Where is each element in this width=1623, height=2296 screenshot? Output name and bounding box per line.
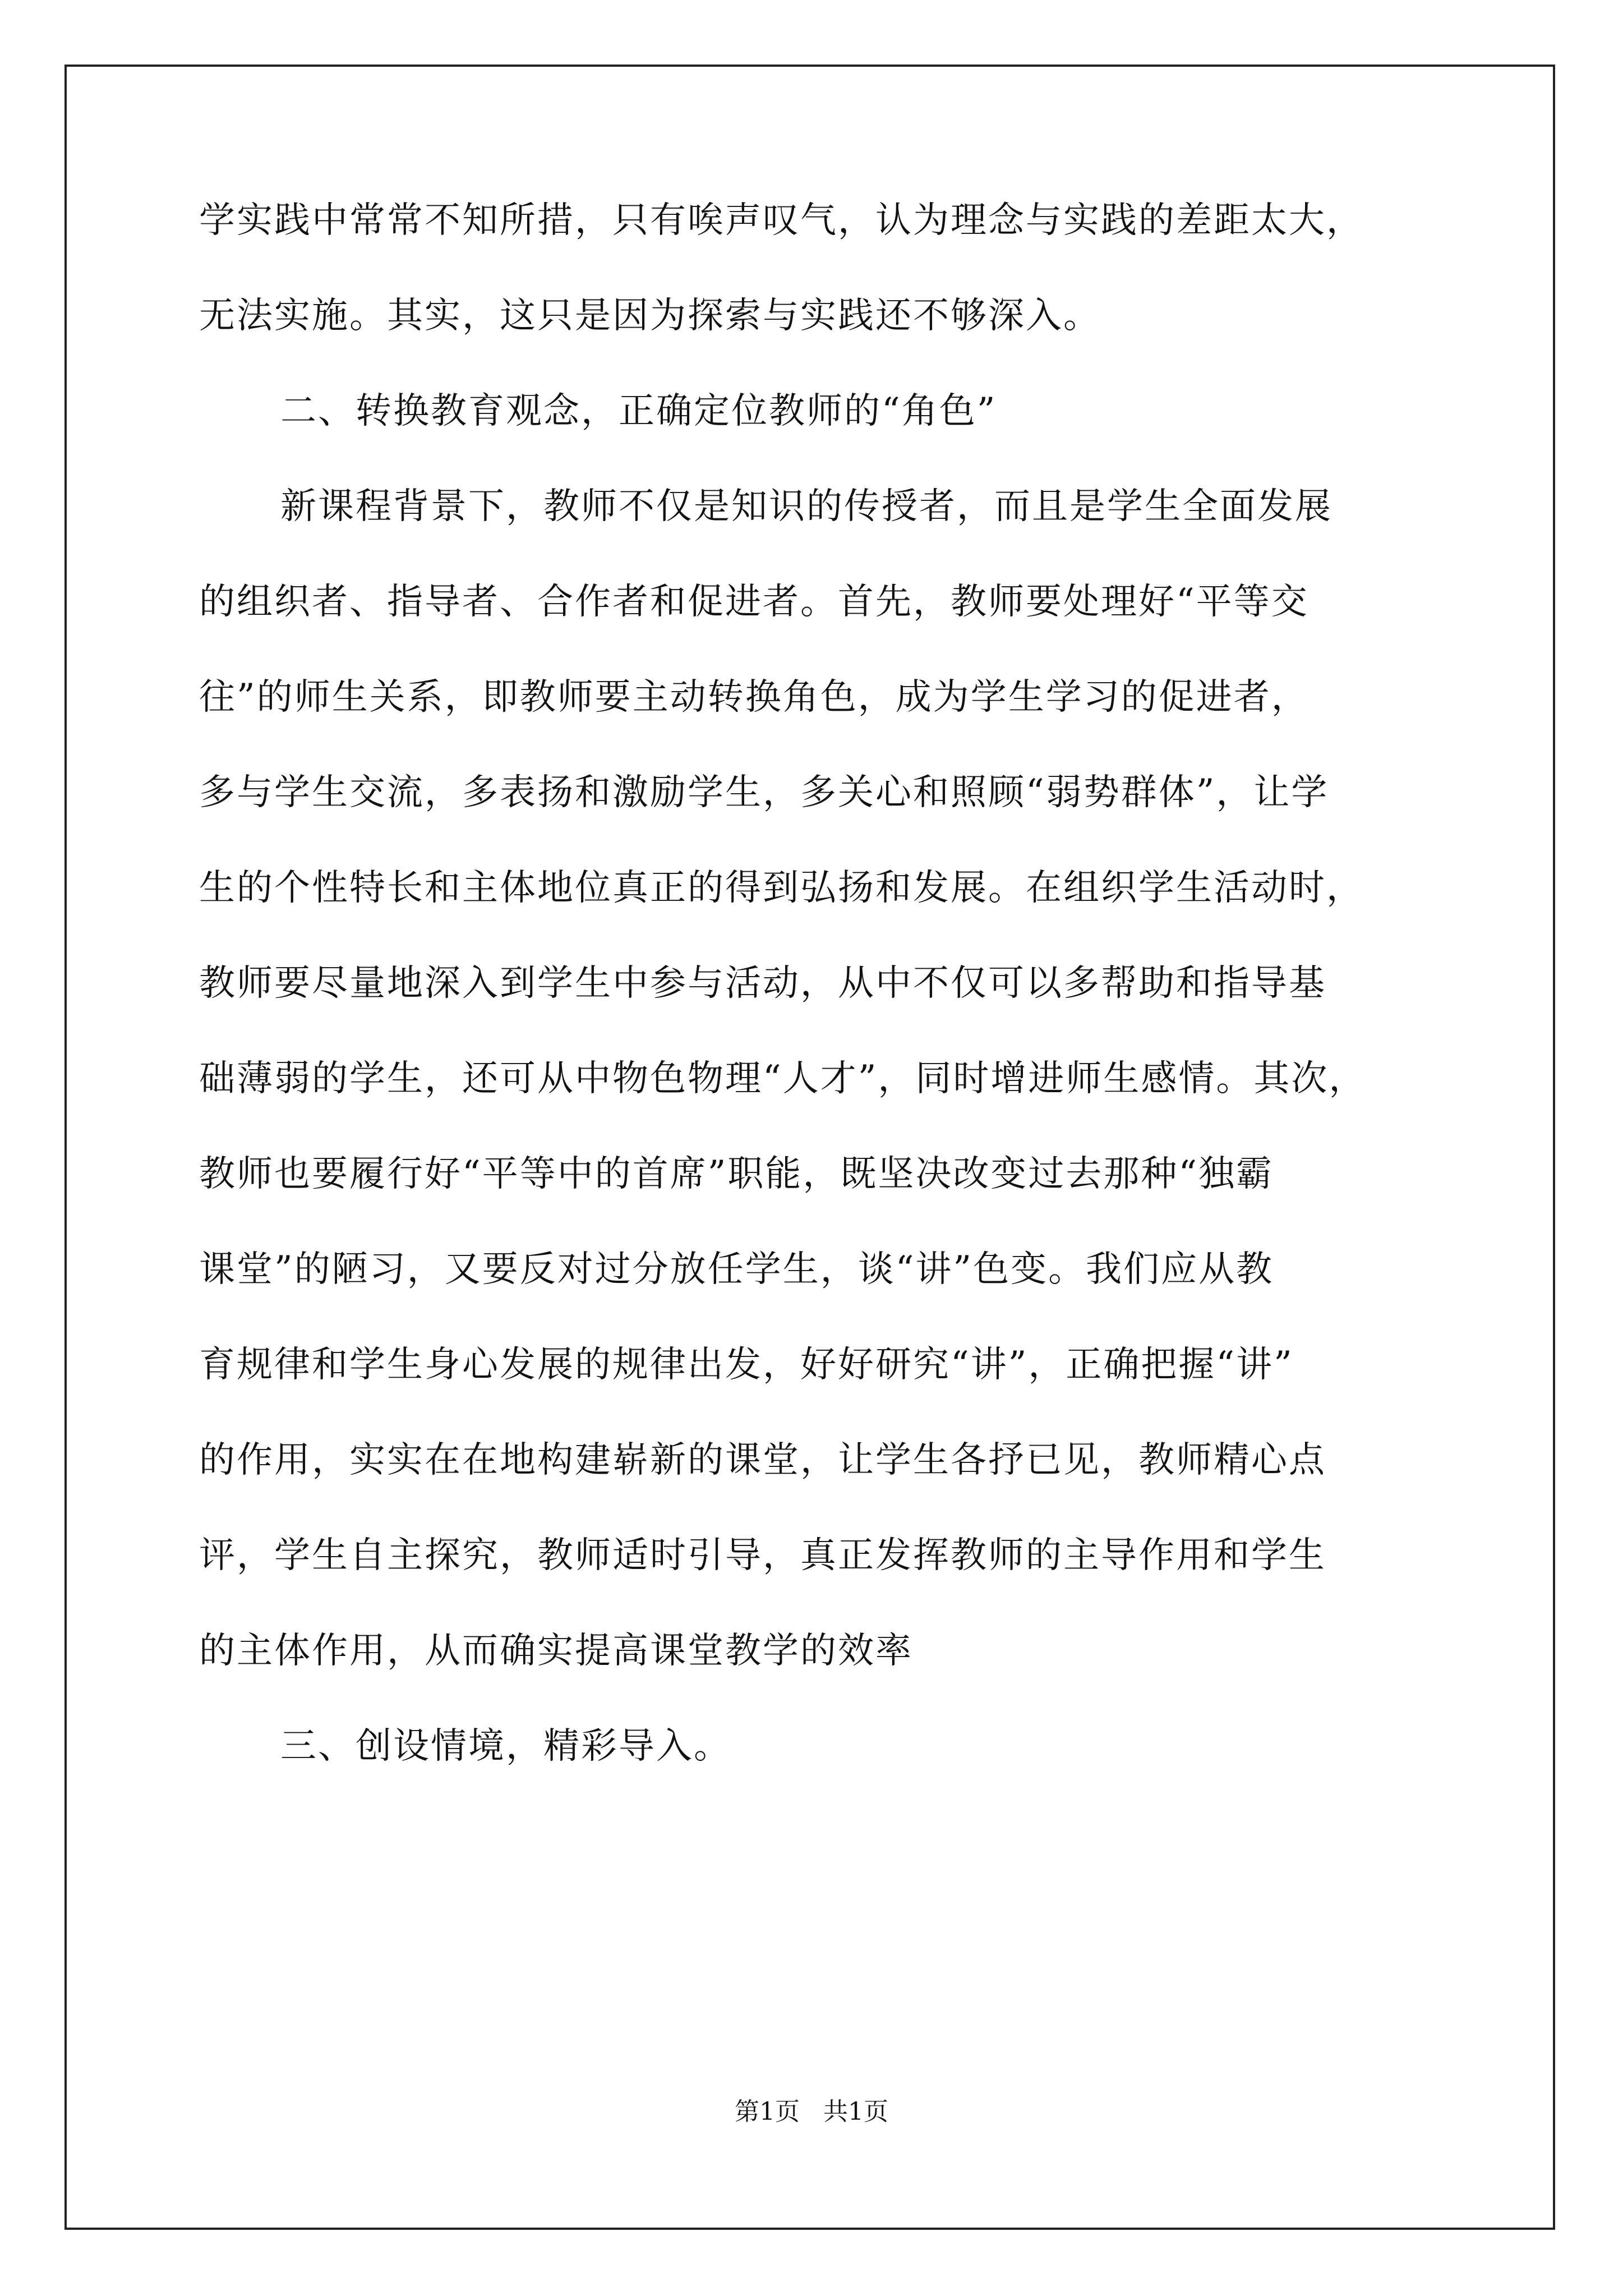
body-text-line: 往”的师生关系，即教师要主动转换角色，成为学生学习的促进者， (199, 677, 1309, 718)
body-text-line: 多与学生交流，多表扬和激励学生，多关心和照顾“弱势群体”，让学 (199, 772, 1329, 813)
body-text-line: 的作用，实实在在地构建崭新的课堂，让学生各抒已见，教师精心点 (199, 1439, 1326, 1481)
body-text-line: 础薄弱的学生，还可从中物色物理“人才”，同时增进师生感情。其次， (199, 1058, 1367, 1099)
body-text-line: 的组织者、指导者、合作者和促进者。首先，教师要处理好“平等交 (199, 581, 1309, 623)
body-text-line: 教师也要履行好“平等中的首席”职能，既坚决改变过去那种“独霸 (199, 1153, 1274, 1195)
body-text-line: 新课程背景下，教师不仅是知识的传授者，而且是学生全面发展 (280, 486, 1332, 527)
section-heading: 三、创设情境，精彩导入。 (280, 1726, 731, 1767)
body-text-line: 评，学生自主探究，教师适时引导，真正发挥教师的主导作用和学生 (199, 1535, 1326, 1576)
section-heading: 二、转换教育观念，正确定位教师的“角色” (280, 390, 997, 432)
body-text-line: 无法实施。其实，这只是因为探索与实践还不够深入。 (199, 295, 1101, 337)
body-text-line: 育规律和学生身心发展的规律出发，好好研究“讲”，正确把握“讲” (199, 1344, 1294, 1386)
body-text-line: 课堂”的陋习，又要反对过分放任学生，谈“讲”色变。我们应从教 (199, 1249, 1274, 1290)
body-text-line: 生的个性特长和主体地位真正的得到弘扬和发展。在组织学生活动时， (199, 867, 1364, 909)
body-text-line: 教师要尽量地深入到学生中参与活动，从中不仅可以多帮助和指导基 (199, 963, 1326, 1004)
body-text-line: 的主体作用，从而确实提高课堂教学的效率 (199, 1630, 913, 1672)
body-text-line: 学实践中常常不知所措，只有唉声叹气，认为理念与实践的差距太大， (199, 200, 1364, 241)
page-footer: 第1页 共1页 (735, 2097, 888, 2126)
